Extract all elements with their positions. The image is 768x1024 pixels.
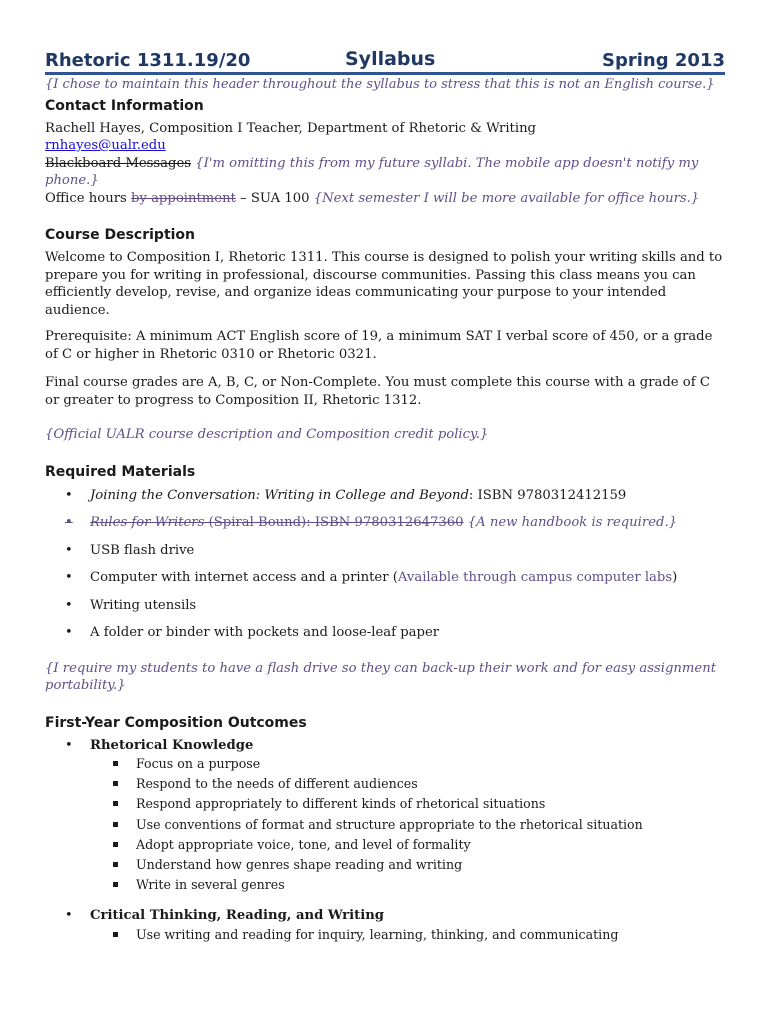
material-text: Writing utensils: [90, 597, 197, 613]
list-item: [45, 855, 725, 875]
description-note: {Official UALR course description and Composition credit policy.}: [45, 427, 489, 442]
outcome-group-title: Critical Thinking, Reading, and Writing: [90, 908, 385, 924]
outcome-text: Focus on a purpose: [136, 756, 261, 771]
syllabus-page: [45, 46, 725, 945]
list-item: [45, 597, 725, 615]
outcome-sublist: [45, 754, 725, 895]
contact-heading: Contact Information: [45, 97, 204, 114]
list-item: [45, 569, 725, 587]
description-heading: Course Description: [45, 227, 196, 243]
outcome-text: Write in several genres: [136, 877, 285, 893]
outcome-group-title: Rhetorical Knowledge: [90, 737, 254, 753]
outcome-text: Understand how genres shape reading and writing: [136, 857, 463, 873]
bullet-icon: •: [65, 487, 73, 503]
bullet-icon: •: [65, 597, 73, 613]
email-line: [45, 137, 725, 155]
instructor-name: Rachell Hayes, Composition I Teacher, Department of Rhetoric & Writing: [45, 120, 536, 136]
handbook-title: Rules for Writers: [90, 515, 205, 530]
list-item: [45, 514, 725, 532]
material-text-close: ): [672, 570, 678, 585]
square-bullet-icon: [113, 862, 118, 867]
materials-list: [45, 487, 725, 642]
header-note: {I chose to maintain this header throughout the syllabus to stress that this is not an English course.}: [45, 77, 715, 92]
list-item: [45, 875, 725, 895]
list-item: [45, 487, 725, 505]
square-bullet-icon: [113, 822, 118, 827]
square-bullet-icon: [113, 842, 118, 847]
square-bullet-icon: [113, 761, 118, 766]
square-bullet-icon: [113, 781, 118, 786]
office-hours-line: [45, 190, 725, 208]
textbook-isbn: : ISBN 9780312412159: [468, 487, 627, 503]
office-struck: by appointment: [130, 190, 236, 206]
blackboard-note: {I'm omitting this from my future syllabi. The mobile app doesn't notify my phone.}: [45, 155, 699, 188]
outcome-text: Use writing and reading for inquiry, learning, thinking, and communicating: [136, 926, 619, 942]
computer-lab-note: Available through campus computer labs: [397, 570, 673, 585]
office-note: {Next semester I will be more available for office hours.}: [313, 190, 700, 206]
list-item: [45, 774, 725, 794]
material-text: Computer with internet access and a printer (: [90, 570, 398, 585]
bullet-icon: •: [65, 542, 73, 558]
outcome-sublist: [45, 925, 725, 945]
textbook-title: Joining the Conversation: Writing in College and Beyond: [90, 487, 469, 503]
email-link[interactable]: rnhayes@ualr.edu: [45, 138, 166, 153]
description-para-2: Prerequisite: A minimum ACT English score of 19, a minimum SAT I verbal score of 450, or a grade of C or higher in Rhetoric 0310 or Rhetoric 0321.: [45, 329, 713, 362]
list-item: [45, 794, 725, 814]
material-text: USB flash drive: [90, 542, 195, 558]
list-item: [45, 835, 725, 855]
bullet-icon: •: [65, 570, 73, 585]
office-label: Office hours: [45, 190, 127, 206]
syllabus-header: [45, 46, 725, 72]
material-text: A folder or binder with pockets and loose-leaf paper: [90, 625, 440, 640]
blackboard-line: [45, 155, 725, 190]
bullet-icon: •: [65, 908, 73, 924]
outcome-text: Use conventions of format and structure appropriate to the rhetorical situation: [136, 816, 643, 832]
office-location: – SUA 100: [240, 190, 310, 206]
outcomes-heading: First-Year Composition Outcomes: [45, 714, 307, 731]
bullet-icon: •: [65, 625, 73, 640]
outcome-text: Respond to the needs of different audiences: [136, 776, 418, 792]
page-title: Syllabus: [345, 48, 436, 70]
list-item: [45, 754, 725, 774]
header-divider: [45, 72, 725, 75]
outcome-text: Adopt appropriate voice, tone, and level of formality: [136, 836, 471, 852]
materials-note: {I require my students to have a flash drive so they can back-up their work and for easy assignment portability.}: [45, 660, 717, 693]
bullet-icon: •: [65, 737, 73, 753]
outcome-text: Respond appropriately to different kinds of rhetorical situations: [136, 796, 546, 812]
list-item: [45, 925, 725, 945]
list-item: [45, 624, 725, 642]
description-para-1: Welcome to Composition I, Rhetoric 1311. This course is designed to polish your writing skills and to prepare you for writing in professional, discourse communities. Passing this class means you can efficiently develop, revise, and organize ideas communicating your purpose to your intended audience.: [45, 250, 723, 318]
term-label: Spring 2013: [602, 50, 725, 71]
course-code: Rhetoric 1311.19/20: [45, 50, 251, 71]
blackboard-struck: Blackboard Messages: [45, 155, 192, 171]
list-item: [45, 815, 725, 835]
square-bullet-icon: [113, 882, 118, 887]
description-para-3: Final course grades are A, B, C, or Non-Complete. You must complete this course with a grade of C or greater to progress to Composition II, Rhetoric 1312.: [45, 375, 710, 408]
handbook-isbn: (Spiral Bound): ISBN 9780312647360: [204, 515, 464, 530]
list-item: [45, 907, 725, 945]
square-bullet-icon: [113, 932, 118, 937]
outcomes-list: [45, 737, 725, 946]
handbook-note: {A new handbook is required.}: [467, 515, 678, 530]
list-item: [45, 542, 725, 560]
materials-heading: Required Materials: [45, 463, 196, 480]
square-bullet-icon: [113, 801, 118, 806]
list-item: [45, 737, 725, 896]
bullet-icon: •: [65, 515, 73, 530]
